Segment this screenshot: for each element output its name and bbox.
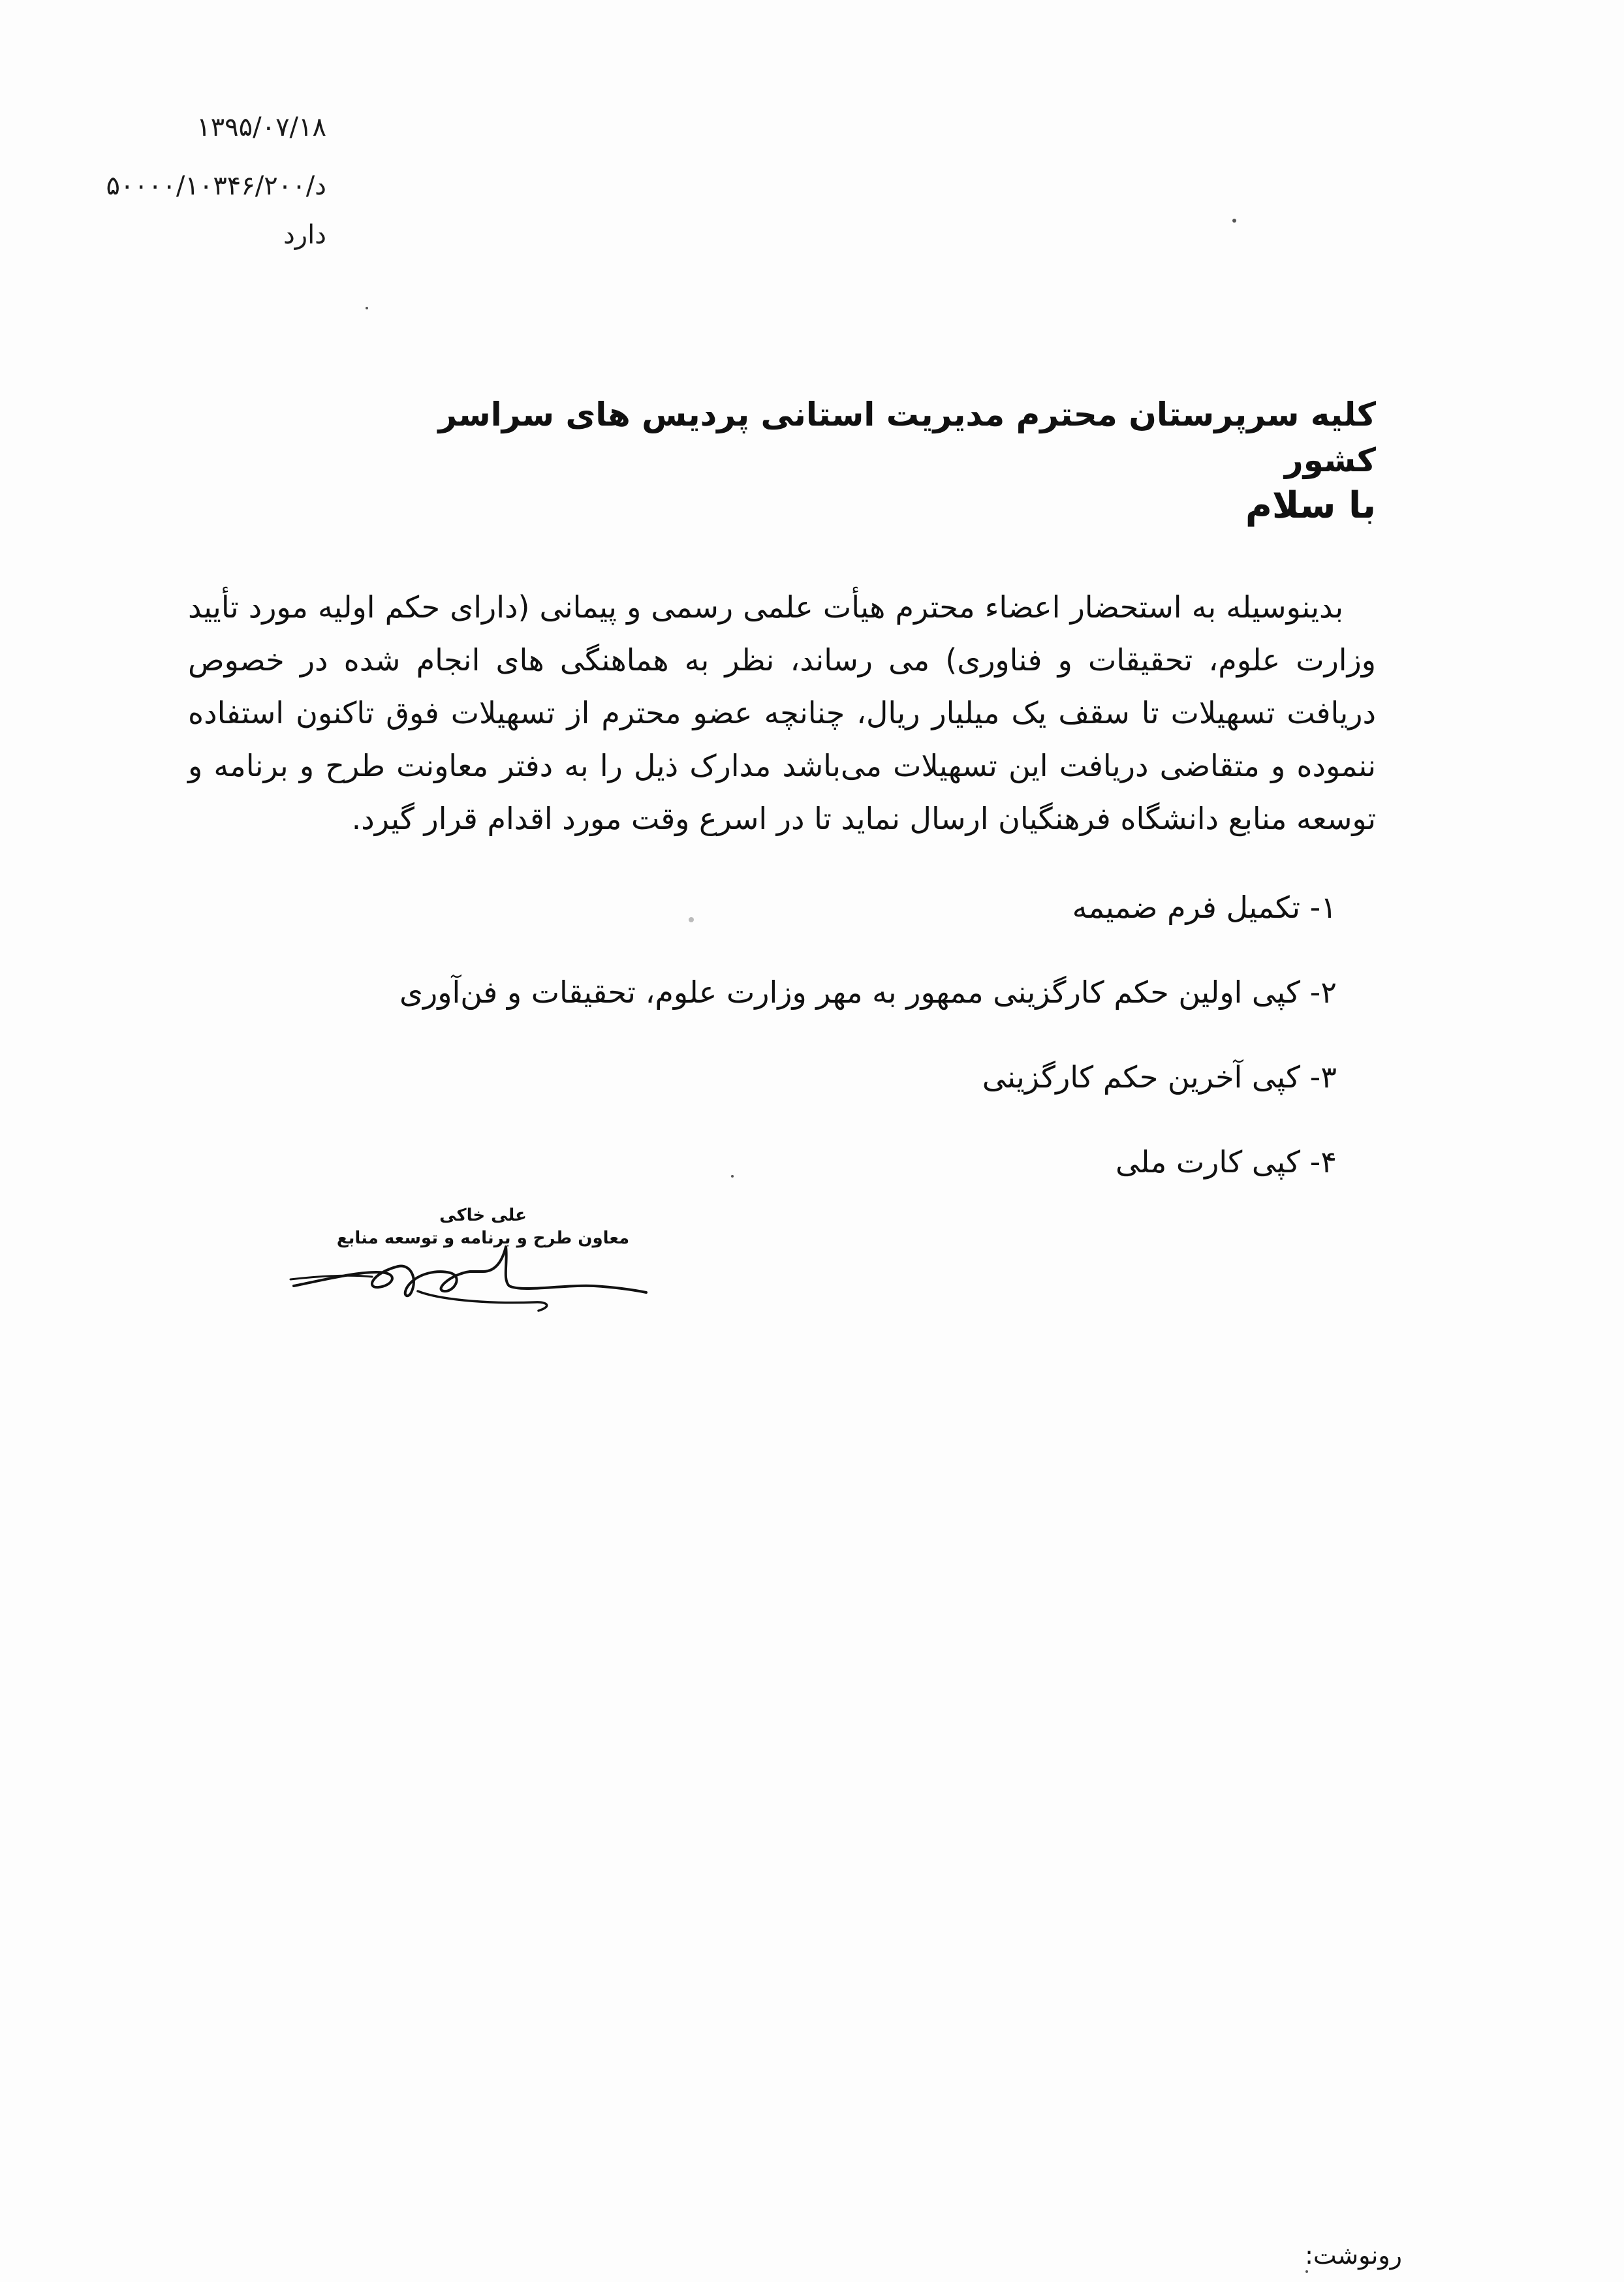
- letter-addressee: کلیه سرپرستان محترم مدیریت استانی پردیس های سراسر کشور: [438, 396, 1376, 479]
- requirement-item: ۴- کپی کارت ملی: [1116, 1144, 1337, 1180]
- letter-attachment: دارد: [283, 220, 326, 250]
- scan-speck: [366, 307, 368, 309]
- letter-number: د/۵۰۰۰۰/۱۰۳۴۶/۲۰۰: [106, 171, 326, 201]
- handwritten-signature-icon: [287, 1234, 653, 1319]
- carbon-copy-label: رونوشت:: [1305, 2241, 1402, 2270]
- signature-block: [287, 1195, 653, 1312]
- letter-date: ۱۳۹۵/۰۷/۱۸: [196, 112, 326, 142]
- letter-salutation: با سلام: [1245, 484, 1376, 527]
- signatory-name: علی خاکی: [439, 1206, 527, 1225]
- scan-speck: [689, 917, 694, 922]
- requirement-item: ۲- کپی اولین حکم کارگزینی ممهور به مهر وزارت علوم، تحقیقات و فن‌آوری: [399, 975, 1337, 1010]
- letter-body-text: بدینوسیله به استحضار اعضاء محترم هیأت علمی رسمی و پیمانی (دارای حکم اولیه مورد تأیید وزارت علوم، تحقیقات و فناوری) می رساند، نظر به هماهنگی های انجام شده در خصوص دریافت تسهیلات تا سقف یک میلیار ریال، چنانچه عضو محترم از تسهیلات فوق تاکنون استفاده ننموده و متقاضی دریافت این تسهیلات می‌باشد مدارک ذیل را به دفتر معاونت طرح و برنامه و توسعه منابع دانشگاه فرهنگیان ارسال نماید تا در اسرع وقت مورد اقدام قرار گیرد.: [188, 589, 1376, 836]
- requirements-list: [227, 888, 1337, 1227]
- letter-body: [188, 581, 1376, 845]
- requirement-item: ۱- تکمیل فرم ضمیمه: [1072, 890, 1337, 925]
- scan-speck: [1305, 2270, 1308, 2273]
- scan-speck: [731, 1175, 734, 1178]
- requirement-item: ۳- کپی آخرین حکم کارگزینی: [982, 1059, 1337, 1095]
- scan-speck: [1232, 219, 1236, 223]
- signatory-title: معاون طرح و برنامه و توسعه منابع: [336, 1228, 630, 1248]
